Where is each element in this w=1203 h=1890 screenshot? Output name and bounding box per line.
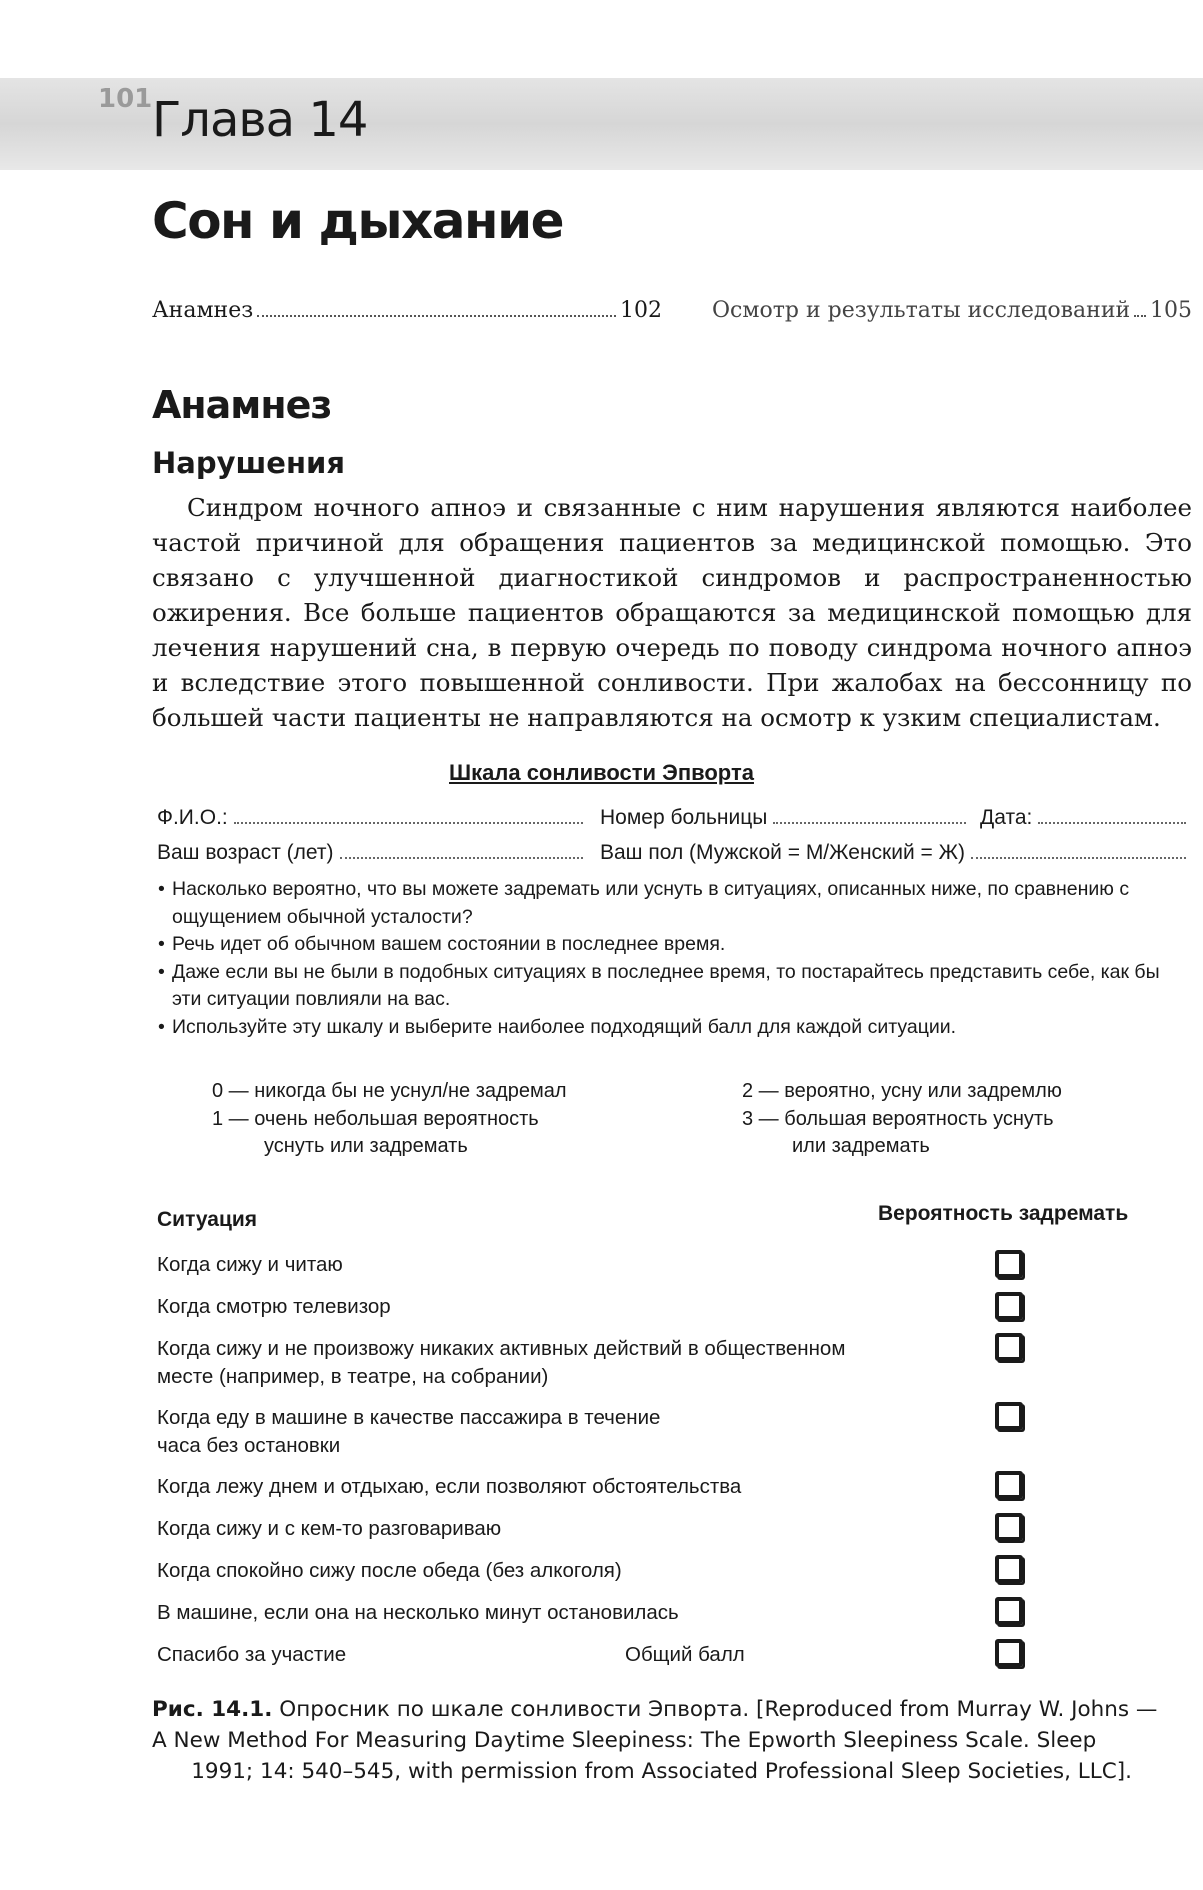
situation-row: Когда еду в машине в качестве пассажира в течение часа без остановки [157, 1406, 661, 1457]
field-dots [971, 857, 1186, 859]
field-dots [340, 857, 583, 859]
caption-line-3: 1991; 14: 540–545, with permission from Associated Professional Sleep Societies, LLC]. [191, 1759, 1132, 1784]
hospital-field-label: Номер больницы [600, 806, 768, 829]
chapter-title: Сон и дыхание [152, 192, 564, 250]
score-checkbox[interactable] [995, 1513, 1023, 1541]
situation-row: Когда смотрю телевизор [157, 1295, 391, 1318]
score-checkbox[interactable] [995, 1555, 1023, 1583]
legend-score-1: 1 — очень небольшая вероятность [212, 1107, 539, 1130]
score-checkbox[interactable] [995, 1250, 1023, 1278]
total-score-box[interactable] [995, 1639, 1023, 1667]
score-checkbox[interactable] [995, 1471, 1023, 1499]
legend-score-2: 2 — вероятно, усну или задремлю [742, 1080, 1062, 1102]
field-dots [773, 822, 966, 824]
caption-line-2: A New Method For Measuring Daytime Sleepiness: The Epworth Sleepiness Scale. Sleep [152, 1728, 1097, 1753]
instruction-item: • Используйте эту шкалу и выберите наиболее подходящий балл для каждой ситуации. [154, 1014, 1194, 1042]
probability-column-header: Вероятность задремать [878, 1202, 1129, 1225]
total-score-label: Общий балл [625, 1643, 745, 1666]
toc-label: Анамнез [152, 298, 254, 323]
date-field-label: Дата: [980, 806, 1033, 829]
body-paragraph: Синдром ночного апноэ и связанные с ним нарушения являются наиболее частой причиной для обращения пациентов за медицинской помощью. Это связано с улучшенной диагностикой синдромов и распространенностью ожирения. Все больше пациентов обращаются за медицинской помощью для лечения нарушений сна, в первую очередь по поводу синдрома ночного апноэ и вследствие этого повышенной сонливости. При жалобах на бессонницу по большей части пациенты не направляются на осмотр к узким специалистам. [152, 493, 1192, 732]
name-field-label: Ф.И.О.: [157, 806, 228, 829]
legend-score-0: 0 — никогда бы не уснул/не задремал [212, 1080, 567, 1102]
sex-field[interactable] [600, 841, 1190, 865]
instructions-list [154, 876, 1194, 1041]
toc-dots [1134, 315, 1146, 317]
scale-legend-right [742, 1078, 1062, 1161]
field-dots [234, 822, 583, 824]
situation-column-header: Ситуация [157, 1208, 258, 1231]
thank-you-text: Спасибо за участие [157, 1643, 347, 1666]
scale-legend-left [212, 1078, 567, 1161]
situation-row: Когда спокойно сижу после обеда (без алкоголя) [157, 1559, 622, 1582]
instruction-item: • Речь идет об обычном вашем состоянии в последнее время. [154, 931, 1194, 959]
situation-row: Когда сижу и с кем-то разговариваю [157, 1517, 502, 1540]
toc-page: 102 [620, 298, 662, 323]
toc-page: 105 [1150, 298, 1192, 323]
sex-field-label: Ваш пол (Мужской = М/Женский = Ж) [600, 841, 966, 864]
age-field[interactable] [157, 841, 587, 865]
situation-row: Когда лежу днем и отдыхаю, если позволяют обстоятельства [157, 1475, 742, 1498]
caption-line-1: Опросник по шкале сонливости Эпворта. [Reproduced from Murray W. Johns — [279, 1697, 1158, 1722]
score-checkbox[interactable] [995, 1402, 1023, 1430]
instruction-item: • Даже если вы не были в подобных ситуациях в последнее время, то постарайтесь представить себе, как бы эти ситуации повлияли на вас. [154, 959, 1194, 1014]
toc-dots [257, 315, 616, 317]
chapter-label: Глава 14 [152, 92, 368, 148]
hospital-number-field[interactable] [600, 806, 970, 830]
toc-entry[interactable] [712, 298, 1192, 323]
instruction-item: • Насколько вероятно, что вы можете задремать или уснуть в ситуациях, описанных ниже, по сравнению с ощущением обычной усталости? [154, 876, 1194, 931]
legend-score-3-cont: или задремать [792, 1135, 930, 1157]
score-checkbox[interactable] [995, 1597, 1023, 1625]
page-number: 101 [98, 84, 153, 114]
field-dots [1038, 822, 1186, 824]
toc-label: Осмотр и результаты исследований [712, 298, 1131, 323]
scale-title: Шкала сонливости Эпворта [449, 760, 754, 785]
legend-score-3: 3 — большая вероятность уснуть [742, 1107, 1054, 1130]
score-checkbox[interactable] [995, 1333, 1023, 1361]
date-field[interactable] [980, 806, 1190, 830]
figure-label: Рис. 14.1. [152, 1697, 273, 1722]
toc-entry[interactable] [152, 298, 662, 323]
situation-row: Когда сижу и не произвожу никаких активных действий в общественном месте (например, в театре, на собрании) [157, 1337, 846, 1388]
name-field[interactable] [157, 806, 587, 830]
score-checkbox[interactable] [995, 1292, 1023, 1320]
subsection-title: Нарушения [152, 446, 345, 480]
figure-caption [152, 1694, 1192, 1787]
situation-row: Когда сижу и читаю [157, 1253, 343, 1276]
age-field-label: Ваш возраст (лет) [157, 841, 334, 864]
legend-score-1-cont: уснуть или задремать [264, 1135, 468, 1157]
situation-row: В машине, если она на несколько минут остановилась [157, 1601, 679, 1624]
section-title: Анамнез [152, 383, 332, 427]
